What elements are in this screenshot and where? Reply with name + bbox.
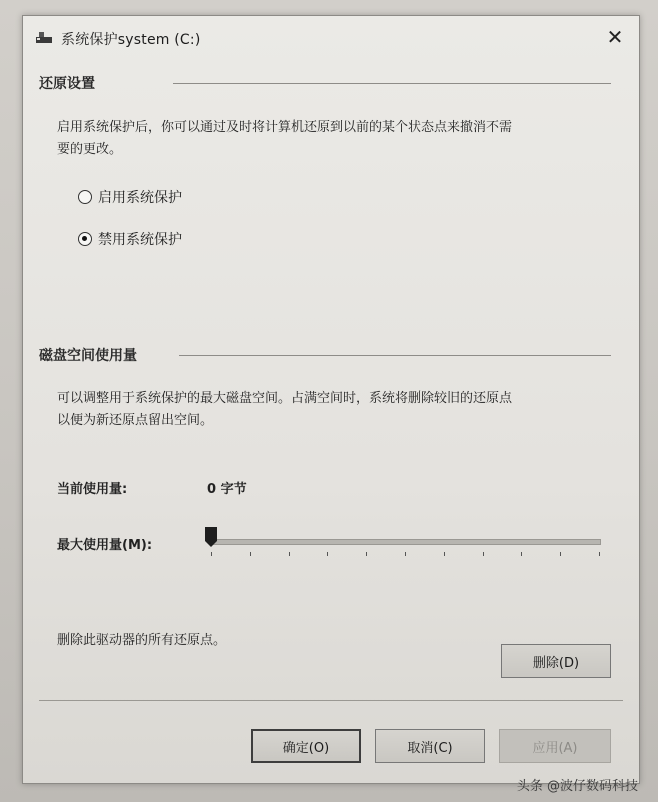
slider-tick <box>560 552 561 556</box>
radio-label: 启用系统保护 <box>98 190 182 206</box>
close-button[interactable] <box>595 20 635 54</box>
current-usage-value: 0 字节 <box>207 482 247 497</box>
slider-tick <box>289 552 290 556</box>
slider-tick <box>211 552 212 556</box>
slider-tick <box>599 552 600 556</box>
title-bar <box>23 16 639 60</box>
window-title: 系统保护system (C:) <box>61 32 201 48</box>
disk-usage-title: 磁盘空间使用量 <box>39 348 137 364</box>
close-icon: ✕ <box>606 25 624 49</box>
restore-settings-title: 还原设置 <box>39 76 95 92</box>
radio-label: 禁用系统保护 <box>98 232 182 248</box>
max-usage-slider-track[interactable] <box>211 539 601 545</box>
restore-settings-description <box>57 117 617 161</box>
disk-usage-description <box>57 388 617 432</box>
slider-tick <box>521 552 522 556</box>
delete-button[interactable]: 删除(D) <box>501 644 611 678</box>
max-usage-label: 最大使用量(M): <box>57 538 153 553</box>
slider-tick <box>405 552 406 556</box>
disable-protection-option[interactable] <box>78 229 182 249</box>
group-divider <box>179 355 611 356</box>
cancel-button[interactable]: 取消(C) <box>375 729 485 763</box>
radio-button[interactable] <box>78 190 92 204</box>
apply-button[interactable]: 应用(A) <box>499 729 611 763</box>
drive-icon <box>35 30 53 44</box>
slider-tick <box>483 552 484 556</box>
slider-tick <box>444 552 445 556</box>
enable-protection-option[interactable] <box>78 187 182 207</box>
description-line: 启用系统保护后，你可以通过及时将计算机还原到以前的某个状态点来撤消不需 <box>57 120 513 135</box>
slider-tick <box>327 552 328 556</box>
description-line: 以便为新还原点留出空间。 <box>57 413 214 428</box>
radio-button-checked[interactable] <box>78 232 92 246</box>
ok-button[interactable]: 确定(O) <box>251 729 361 763</box>
description-line: 可以调整用于系统保护的最大磁盘空间。占满空间时，系统将删除较旧的还原点 <box>57 391 513 406</box>
current-usage-label: 当前使用量: <box>57 482 128 497</box>
watermark-text: 头条 @波仔数码科技 <box>516 779 638 794</box>
delete-description: 删除此驱动器的所有还原点。 <box>57 633 227 648</box>
group-divider <box>173 83 611 84</box>
description-line: 要的更改。 <box>57 142 123 157</box>
system-protection-dialog <box>22 15 640 784</box>
slider-tick <box>366 552 367 556</box>
slider-tick <box>250 552 251 556</box>
footer-divider <box>39 700 623 701</box>
